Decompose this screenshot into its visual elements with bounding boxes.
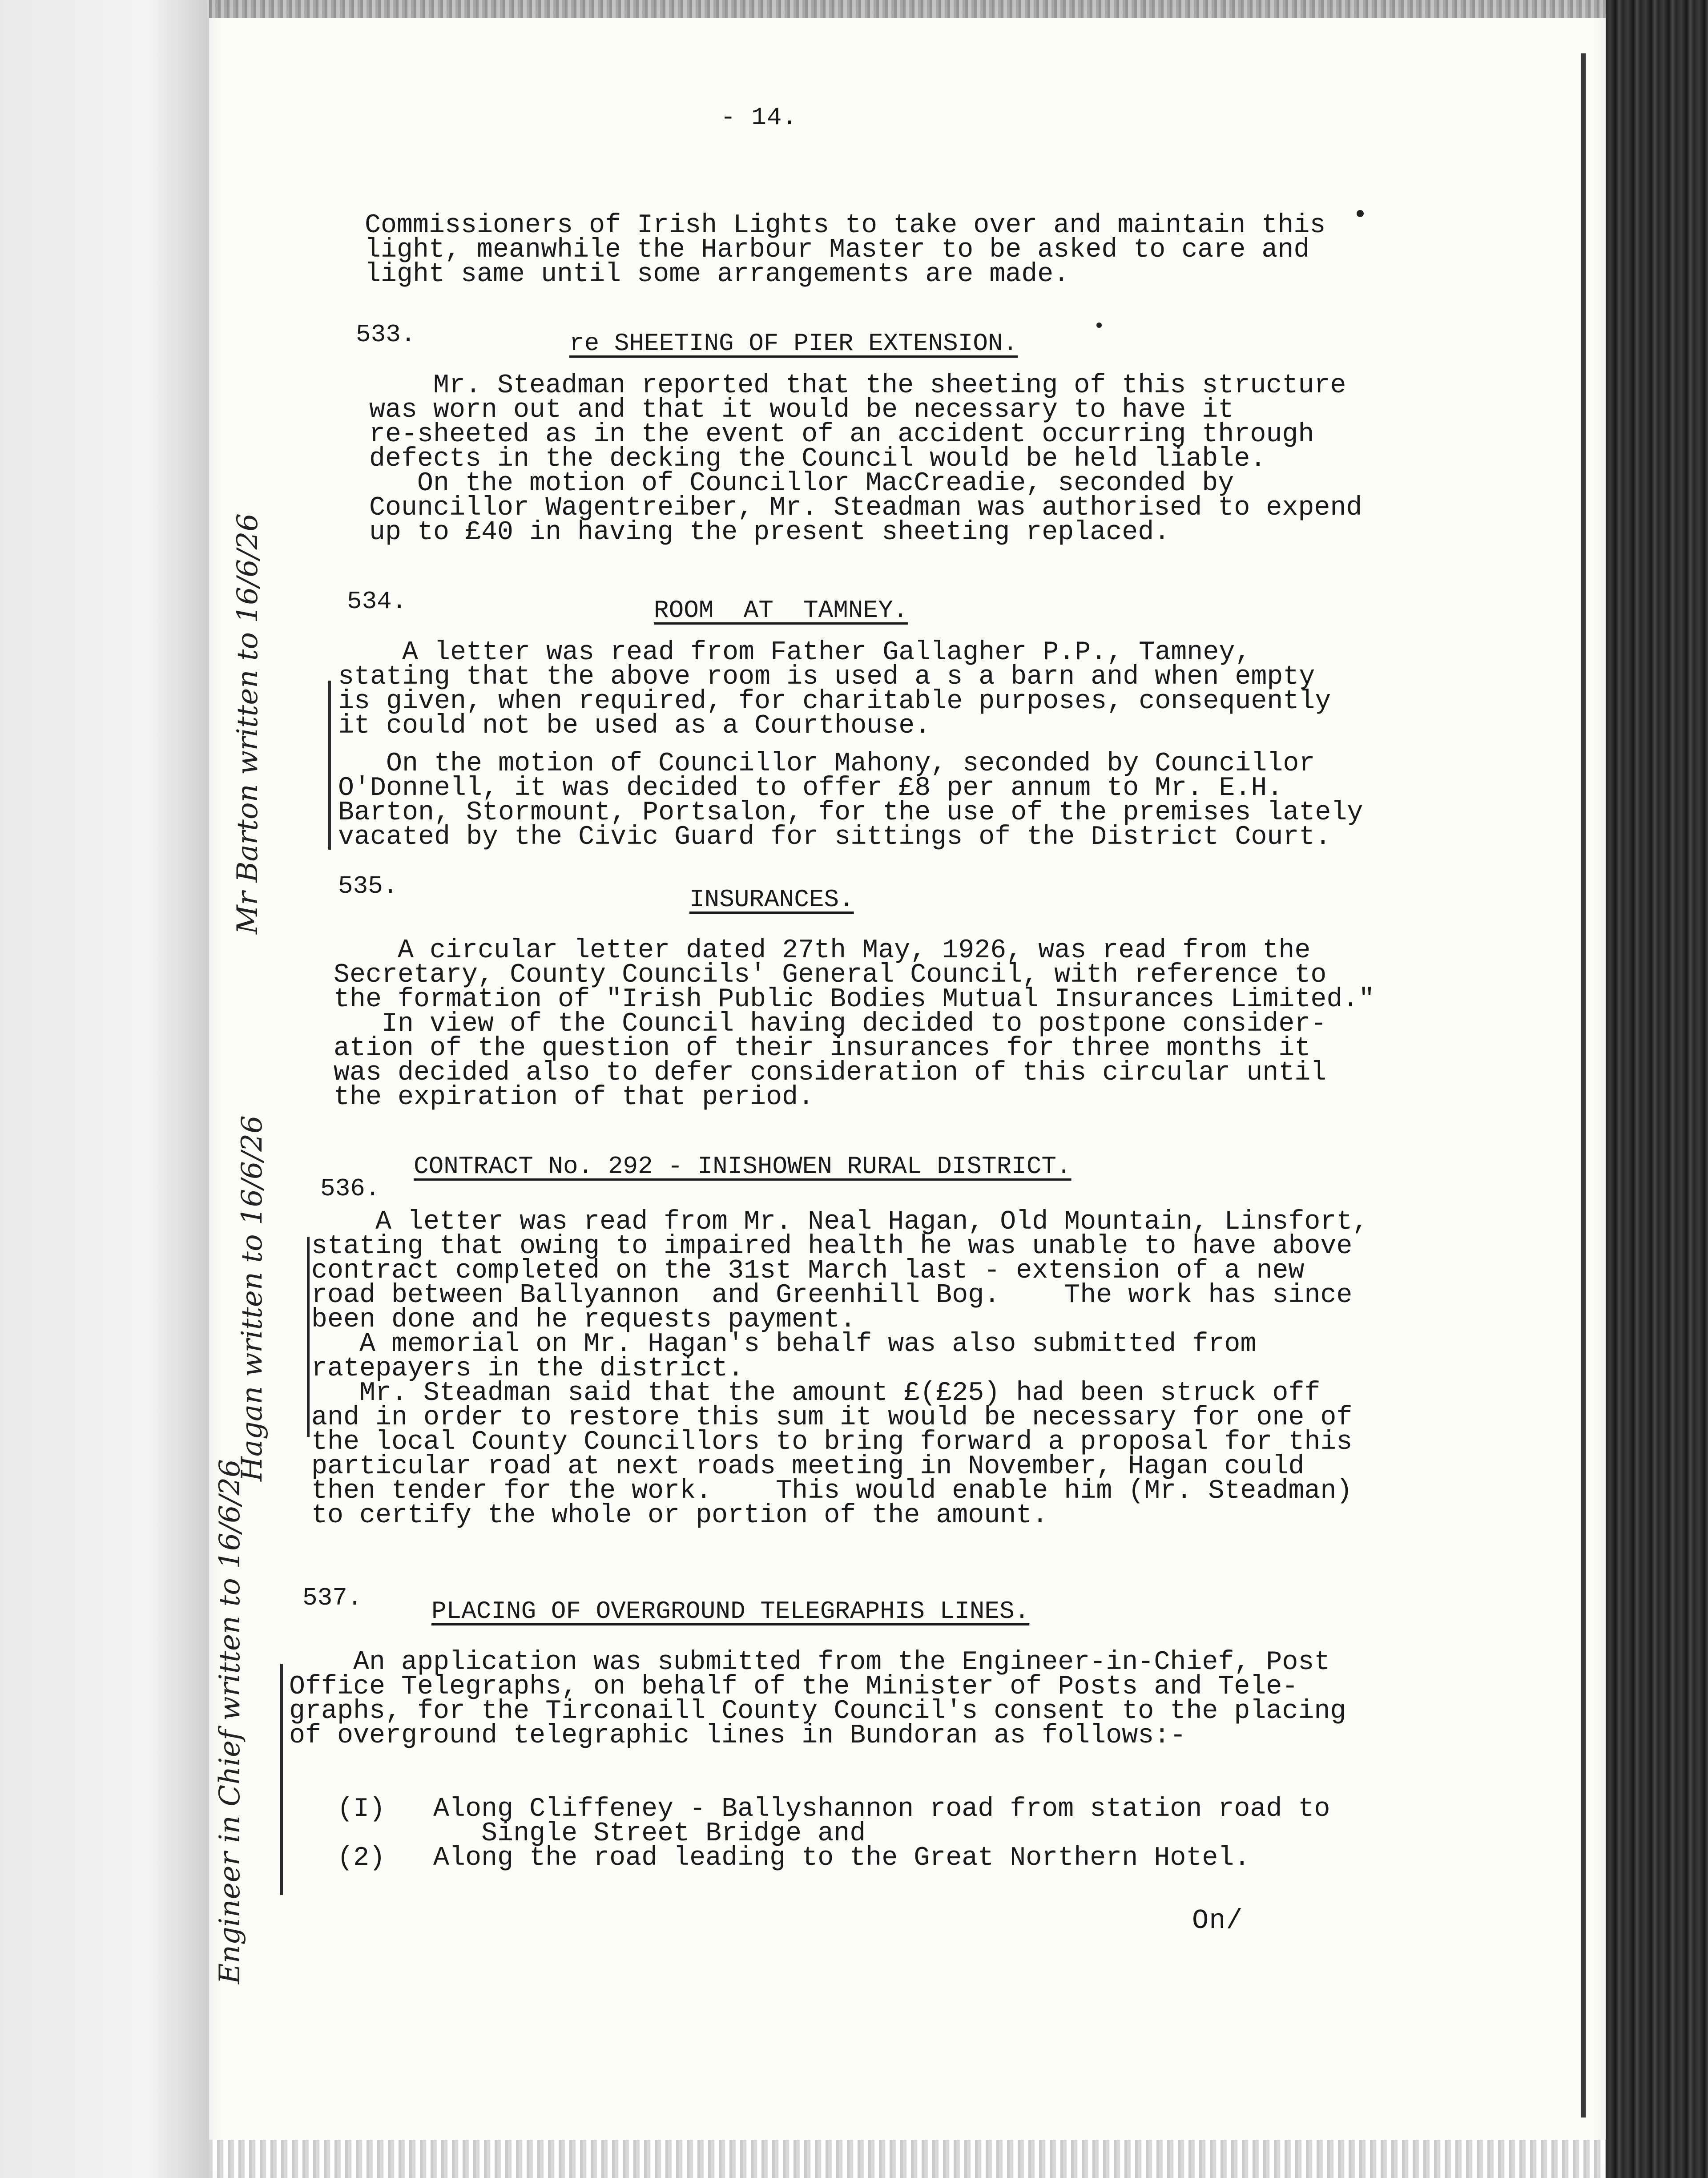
item-line: Barton, Stormount, Portsalon, for the use of the premises lately: [338, 798, 1363, 828]
item-number: 537.: [302, 1584, 363, 1612]
item-line: graphs, for the Tirconaill County Council's consent to the placing: [289, 1696, 1346, 1726]
item-line: then tender for the work. This would enable him (Mr. Steadman): [311, 1476, 1353, 1506]
item-heading: re SHEETING OF PIER EXTENSION.: [569, 329, 1018, 358]
item-line: to certify the whole or portion of the amount.: [311, 1500, 1048, 1531]
item-line: been done and he requests payment.: [311, 1305, 856, 1335]
margin-note: Hagan written to 16/6/26: [236, 1115, 269, 1481]
item-line: Councillor Wagentreiber, Mr. Steadman was authorised to expend: [369, 493, 1362, 523]
item-line: Secretary, County Councils' General Council, with reference to: [334, 960, 1327, 990]
item-line: up to £40 in having the present sheeting replaced.: [369, 517, 1170, 548]
item-line: Mr. Steadman said that the amount £(£25) had been struck off: [311, 1378, 1321, 1408]
item-line: A letter was read from Father Gallagher P.P., Tamney,: [338, 637, 1251, 668]
item-number: 535.: [338, 872, 398, 900]
item-line: and in order to restore this sum it would be necessary for one of: [311, 1403, 1353, 1433]
item-line: re-sheeted as in the event of an accident occurring through: [369, 419, 1314, 450]
item-line: Office Telegraphs, on behalf of the Minister of Posts and Tele-: [289, 1672, 1298, 1702]
margin-note: Engineer in Chief written to 16/6/26: [214, 1459, 246, 1984]
item-line: Mr. Steadman reported that the sheeting of this structure: [369, 371, 1346, 401]
item-line: the expiration of that period.: [334, 1082, 814, 1113]
item-line: of overground telegraphic lines in Bundoran as follows:-: [289, 1721, 1186, 1751]
item-line: (2) Along the road leading to the Great Northern Hotel.: [289, 1843, 1250, 1873]
item-line: was decided also to defer consideration of this circular until: [334, 1058, 1327, 1088]
item-number: 533.: [356, 320, 416, 349]
item-line: the local County Councillors to bring forward a proposal for this: [311, 1427, 1353, 1457]
scan-bottom-edge: [209, 2140, 1606, 2178]
item-line: is given, when required, for charitable purposes, consequently: [338, 686, 1331, 717]
item-number: 536.: [320, 1174, 380, 1203]
ink-dot: [1357, 210, 1364, 217]
continuation-marker: On/: [1192, 1905, 1243, 1936]
item-line: ation of the question of their insurances for three months it: [334, 1033, 1311, 1064]
intro-line: light, meanwhile the Harbour Master to be asked to care and: [365, 235, 1310, 265]
item-line: stating that owing to impaired health he was unable to have above: [311, 1231, 1353, 1262]
margin-bracket: [328, 681, 331, 850]
page-number: - 14.: [721, 103, 798, 132]
item-line: A circular letter dated 27th May, 1926, was read from the: [334, 936, 1311, 966]
item-line: ratepayers in the district.: [311, 1354, 744, 1384]
scan-top-edge: [209, 0, 1606, 18]
scan-left-margin: [0, 0, 209, 2178]
margin-bracket: [280, 1664, 283, 1895]
item-heading: PLACING OF OVERGROUND TELEGRAPHIS LINES.: [431, 1597, 1030, 1625]
item-heading: CONTRACT No. 292 - INISHOWEN RURAL DISTRICT.: [414, 1152, 1072, 1181]
item-line: was worn out and that it would be necessary to have it: [369, 395, 1234, 425]
item-line: O'Donnell, it was decided to offer £8 per annum to Mr. E.H.: [338, 773, 1283, 803]
item-line: stating that the above room is used a s a barn and when empty: [338, 662, 1315, 692]
item-line: vacated by the Civic Guard for sittings of the District Court.: [338, 822, 1331, 852]
item-line: defects in the decking the Council would be held liable.: [369, 444, 1266, 474]
item-line: On the motion of Councillor Mahony, seconded by Councillor: [338, 749, 1315, 779]
item-line: A letter was read from Mr. Neal Hagan, Old Mountain, Linsfort,: [311, 1207, 1369, 1237]
item-line: the formation of "Irish Public Bodies Mutual Insurances Limited.": [334, 984, 1375, 1015]
scan-right-binding: [1606, 0, 1708, 2178]
item-line: (I) Along Cliffeney - Ballyshannon road from station road to: [289, 1794, 1330, 1824]
intro-line: Commissioners of Irish Lights to take over and maintain this: [365, 210, 1326, 241]
item-line: contract completed on the 31st March last - extension of a new: [311, 1256, 1305, 1286]
item-line: A memorial on Mr. Hagan's behalf was also submitted from: [311, 1329, 1257, 1359]
item-line: it could not be used as a Courthouse.: [338, 711, 931, 741]
item-line: An application was submitted from the Engineer-in-Chief, Post: [289, 1647, 1330, 1678]
item-line: road between Ballyannon and Greenhill Bog. The work has since: [311, 1280, 1353, 1311]
item-line: particular road at next roads meeting in November, Hagan could: [311, 1452, 1305, 1482]
item-heading: INSURANCES.: [689, 885, 854, 914]
intro-line: light same until some arrangements are made.: [365, 259, 1070, 290]
item-number: 534.: [347, 587, 407, 616]
item-heading: ROOM AT TAMNEY.: [654, 596, 908, 625]
item-line: On the motion of Councillor MacCreadie, seconded by: [369, 468, 1234, 499]
ink-dot: [1096, 323, 1102, 328]
margin-note: Mr Barton written to 16/6/26: [231, 513, 264, 934]
binding-line: [1581, 53, 1586, 2118]
margin-bracket: [307, 1237, 310, 1437]
item-line: In view of the Council having decided to postpone consider-: [334, 1009, 1327, 1039]
item-line: Single Street Bridge and: [289, 1819, 866, 1849]
